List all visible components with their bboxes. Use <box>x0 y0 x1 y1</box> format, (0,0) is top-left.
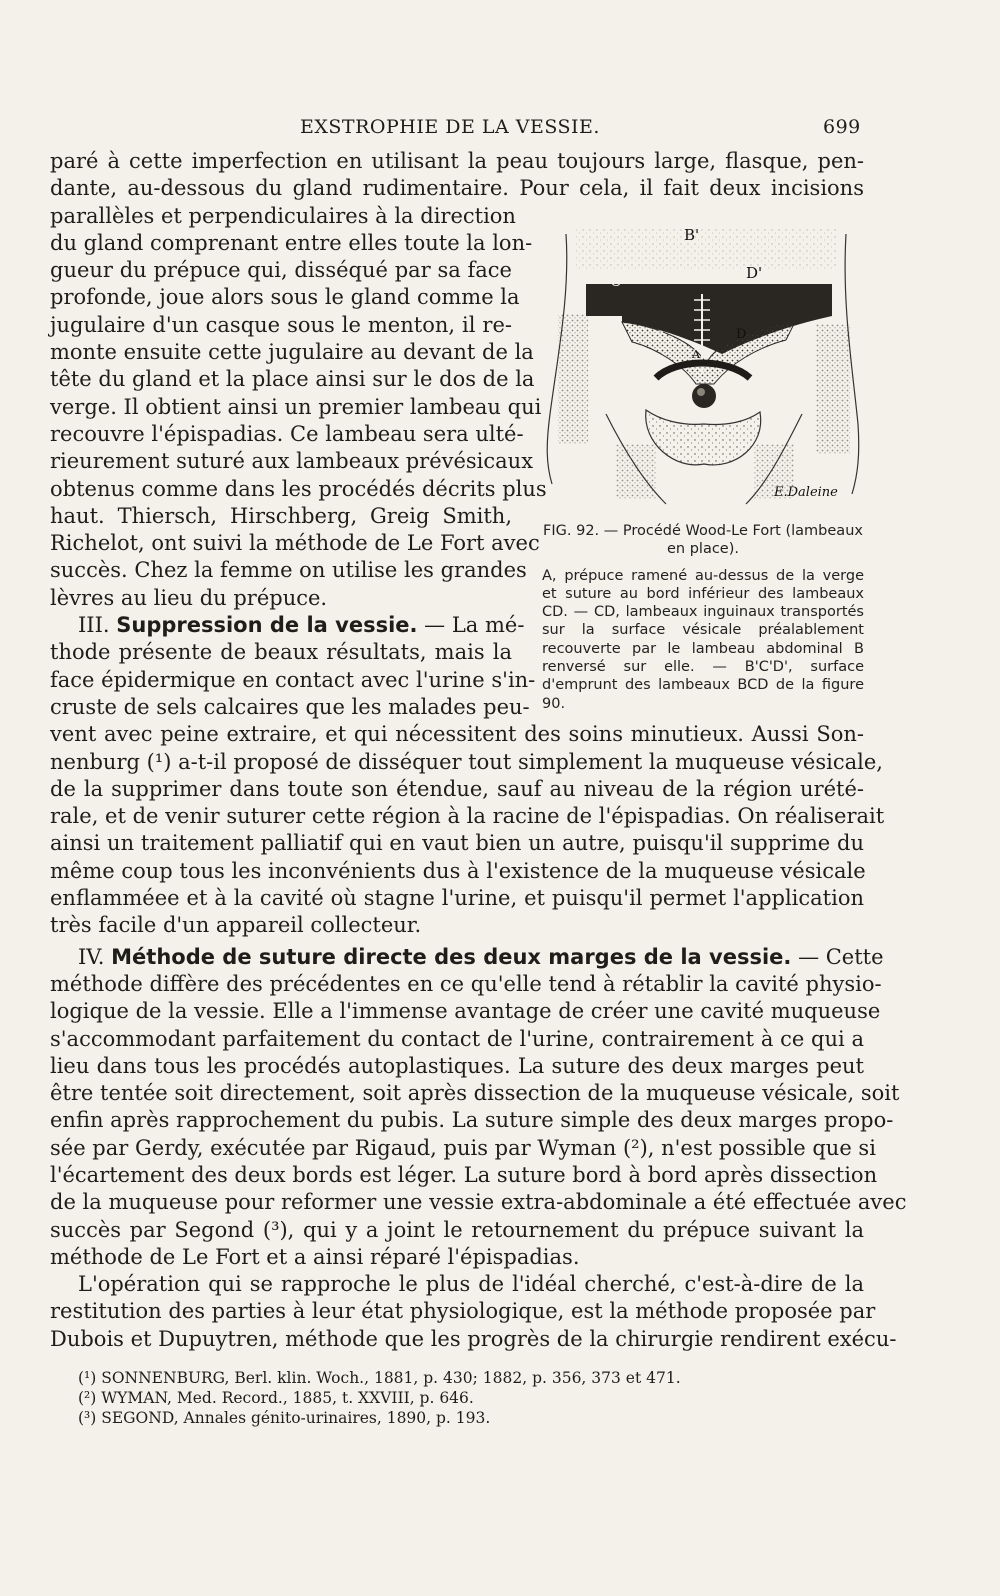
text-line: lieu dans tous les procédés autoplastiques. La suture des deux marges peut <box>50 1053 864 1078</box>
text-line: recouvre l'épispadias. Ce lambeau sera ulté- <box>50 421 524 446</box>
label-d-prime: D' <box>746 264 763 282</box>
text-line: parallèles et perpendiculaires à la direction <box>50 203 516 228</box>
left-shading <box>558 314 588 444</box>
text-line: succès par Segond (³), qui y a joint le retournement du prépuce suivant la <box>50 1217 864 1242</box>
text-line: du gland comprenant entre elles toute la lon- <box>50 230 533 255</box>
text-line: être tentée soit directement, soit après dissection de la muqueuse vésicale, soit <box>50 1081 900 1106</box>
text-line: logique de la vessie. Elle a l'immense avantage de créer une cavité muqueuse <box>50 999 881 1024</box>
text-line: sée par Gerdy, exécutée par Rigaud, puis par Wyman (²), n'est possible que si <box>50 1135 876 1160</box>
text-line: gueur du prépuce qui, disséqué par sa face <box>50 258 512 283</box>
running-title: EXSTROPHIE DE LA VESSIE. <box>300 116 600 138</box>
glans <box>692 384 716 408</box>
section-heading-line <box>50 612 525 639</box>
footnotes <box>78 1368 818 1428</box>
footnote-1: (¹) SONNENBURG, Berl. klin. Woch., 1881, p. 430; 1882, p. 356, 373 et 471. <box>78 1369 681 1387</box>
section-numeral: IV. <box>78 944 105 969</box>
signature: E.Daleine <box>774 485 838 500</box>
text-line: verge. Il obtient ainsi un premier lambeau qui <box>50 394 542 419</box>
text-line: de la supprimer dans toute son étendue, sauf au niveau de la région urété- <box>50 776 864 801</box>
text-line: rale, et de venir suturer cette région à la racine de l'épispadias. On réaliserait <box>50 804 885 829</box>
text-line: jugulaire d'un casque sous le menton, il re- <box>50 312 512 337</box>
text-line: enfin après rapprochement du pubis. La suture simple des deux marges propo- <box>50 1108 894 1133</box>
text-line: thode présente de beaux résultats, mais la <box>50 640 512 665</box>
text-line: monte ensuite cette jugulaire au devant de la <box>50 340 534 365</box>
running-header <box>0 112 1000 142</box>
text-line: vent avec peine extraire, et qui nécessitent des soins minutieux. Aussi Son- <box>50 722 864 747</box>
text-line: tête du gland et la place ainsi sur le dos de la <box>50 367 535 392</box>
raw-area-bcd <box>586 284 832 354</box>
text-line: l'écartement des deux bords est léger. La suture bord à bord après dissection <box>50 1162 878 1187</box>
right-shading <box>816 324 850 454</box>
text-fragment: — La mé- <box>417 613 525 638</box>
upper-shading <box>576 229 836 269</box>
label-b-prime: B' <box>684 226 700 244</box>
text-line: Richelot, ont suivi la méthode de Le Fort avec <box>50 531 540 556</box>
section-numeral: III. <box>78 613 110 638</box>
text-line: profonde, joue alors sous le gland comme la <box>50 285 520 310</box>
text-line: rieurement suturé aux lambeaux prévésicaux <box>50 449 534 474</box>
text-line: méthode de Le Fort et a ainsi réparé l'épispadias. <box>50 1244 580 1269</box>
figure-caption <box>542 522 864 713</box>
scrotum <box>646 410 761 465</box>
text-line: s'accommodant parfaitement du contact de l'urine, contrairement à ce qui a <box>50 1026 864 1051</box>
section-heading: Suppression de la vessie. <box>116 613 418 638</box>
surgical-illustration <box>546 214 864 506</box>
text-line: même coup tous les inconvénients dus à l'existence de la muqueuse vésicale <box>50 858 866 883</box>
caption-title: FIG. 92. — Procédé Wood-Le Fort (lambeaux en place). <box>543 523 863 558</box>
text-line: Dubois et Dupuytren, méthode que les progrès de la chirurgie rendirent exécu- <box>50 1326 897 1351</box>
section-heading: Méthode de suture directe des deux marges de la vessie. <box>111 944 792 969</box>
text-line: obtenus comme dans les procédés décrits plus <box>50 476 547 501</box>
caption-body: A, prépuce ramené au-dessus de la verge et suture au bord inférieur des lambeaux CD. — CD, lambeaux inguinaux transportés sur la surface vésicale préalablement recouverte par le lambeau abdominal B renversé sur elle. — B'C'D', surface d'emprunt des lambeaux BCD de la figure 90. <box>542 567 864 712</box>
text-line: haut. Thiersch, Hirschberg, Greig Smith, <box>50 503 512 528</box>
section-heading-line <box>50 944 884 971</box>
text-fragment: — Cette <box>791 944 884 969</box>
label-a: A <box>692 348 700 361</box>
text-line: ainsi un traitement palliatif qui en vaut bien un autre, puisqu'il supprime du <box>50 831 864 856</box>
text-line: cruste de sels calcaires que les malades peu- <box>50 694 530 719</box>
text-line: nenburg (¹) a-t-il proposé de disséquer tout simplement la muqueuse vésicale, <box>50 749 883 774</box>
text-line: méthode diffère des précédentes en ce qu'elle tend à rétablir la cavité physio- <box>50 971 882 996</box>
text-line: face épidermique en contact avec l'urine s'in- <box>50 667 536 692</box>
label-c-prime: C' <box>610 272 626 290</box>
text-line: L'opération qui se rapproche le plus de l'idéal cherché, c'est-à-dire de la <box>78 1272 864 1297</box>
footnote-3: (³) SEGOND, Annales génito-urinaires, 1890, p. 193. <box>78 1409 491 1427</box>
footnote-2: (²) WYMAN, Med. Record., 1885, t. XXVIII, p. 646. <box>78 1389 474 1407</box>
text-line: de la muqueuse pour reformer une vessie extra-abdominale a été effectuée avec <box>50 1190 907 1215</box>
text-line: lèvres au lieu du prépuce. <box>50 585 328 610</box>
text-line: enflamméee et à la cavité où stagne l'urine, et puisqu'il permet l'application <box>50 886 864 911</box>
text-line: dante, au-dessous du gland rudimentaire. Pour cela, il fait deux incisions <box>50 176 864 201</box>
label-c: C <box>654 329 664 344</box>
label-d: D <box>736 327 747 342</box>
text-line: très facile d'un appareil collecteur. <box>50 913 422 938</box>
page-number: 699 <box>823 116 861 138</box>
text-line: restitution des parties à leur état physiologique, est la méthode proposée par <box>50 1299 876 1324</box>
text-line: paré à cette imperfection en utilisant la peau toujours large, flasque, pen- <box>50 149 864 173</box>
text-line: succès. Chez la femme on utilise les grandes <box>50 558 527 583</box>
